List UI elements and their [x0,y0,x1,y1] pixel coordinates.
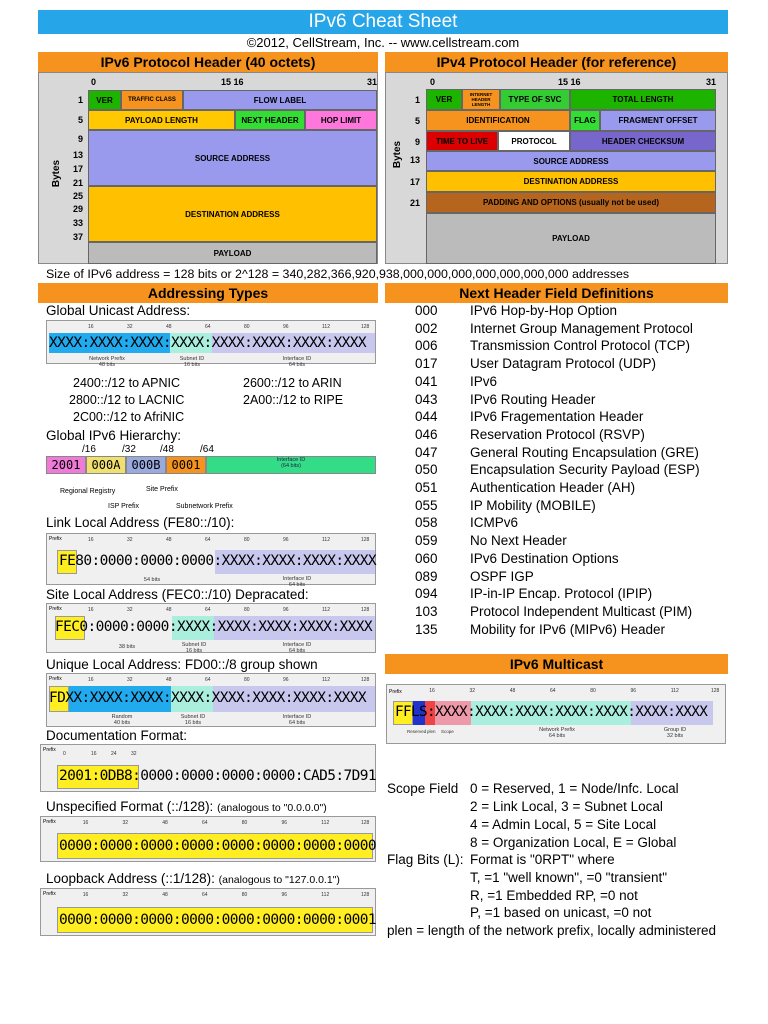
multicast-heading: IPv6 Multicast [385,654,728,674]
next-header-name: No Next Header [470,533,567,549]
bit-tick-label: 112 [322,324,330,330]
bit-tick-label: 64 [205,607,211,613]
bit-tick-label: 80 [241,892,248,898]
unique-local-diagram: Prefix FDXX:XXXX:XXXX:XXXX:XXXX:XXXX:XXXX:XXXX Random 40 bits Subnet ID 16 bits Interface ID 64 bits 16 32 48 64 80 96 112 128 [46,673,376,727]
hierarchy-diagram: /16 /32 /48 /64 2001 000A 000B 0001 Interface ID (64 bits) Regional Registry Site Prefix ISP Prefix Subnetwork Prefix [46,444,376,516]
bit-tick-label: 16 [88,607,94,613]
bit-tick-label: 16 [88,537,94,543]
bit-tick-label: 128 [361,607,370,613]
bit-tick-label: 128 [361,324,370,330]
link-local-diagram: Prefix FE80:0000:0000:0000:XXXX:XXXX:XXXX:XXXX 54 bits Interface ID 64 bits 16 32 48 64 80 96 112 128 [46,533,376,585]
next-header-code: 051 [415,480,438,495]
bit-tick-label: 48 [166,324,172,330]
bit-tick-label: 16 [82,892,89,898]
bit-tick-label: 48 [166,537,172,543]
bit-tick-label: 80 [590,688,596,694]
bit-tick-label: 48 [166,677,172,683]
bit-tick-label: 16 [82,820,89,826]
next-header-code: 041 [415,373,438,389]
unspecified-diagram: Prefix 0000:0000:0000:0000:0000:0000:0000:0000 16 32 48 64 80 96 112 128 [40,816,376,862]
loopback-label: Loopback Address (::1/128): (analogous to "127.0.0.1") [46,871,340,886]
bit-tick-label: 48 [509,688,516,694]
bit-tick-label: 16 [88,677,94,683]
bit-tick-label: 64 [550,688,556,694]
bit-tick-label: 112 [321,820,330,826]
bit-tick-label: 128 [361,820,370,826]
bit-tick-label: 80 [244,677,250,683]
bit-tick-label: 64 [202,892,208,898]
next-header-code: 089 [415,568,438,584]
bit-tick-label: 96 [281,820,288,826]
bit-tick-label: 64 [205,537,211,543]
next-header-name: IPv6 Routing Header [470,391,596,407]
documentation-diagram: Prefix 0 16 24 32 2001:0DB8:0000:0000:0000:0000:CAD5:7D91 [40,744,376,792]
bit-tick-label: 48 [162,820,168,826]
next-header-name: IPv6 Destination Options [470,550,619,566]
next-header-name: Internet Group Management Protocol [470,320,693,336]
next-header-code: 047 [415,444,438,460]
next-header-name: OSPF IGP [470,568,534,584]
bit-tick-label: 64 [205,677,211,683]
bit-tick-label: 32 [122,892,129,898]
next-header-name: IPv6 Hop-by-Hop Option [470,303,618,318]
next-header-name: Encapsulation Security Payload (ESP) [470,462,700,478]
bit-tick-label: 80 [244,537,250,543]
page-title: IPv6 Cheat Sheet [38,10,728,34]
bit-tick-label: 112 [322,677,330,683]
bit-tick-label: 80 [244,324,250,330]
next-header-name: IPv6 [470,373,498,389]
ipv6-header-diagram: 0 15 16 31 Bytes 1 5 9 13 17 21 25 29 33 37 VER TRAFFIC CLASS FLOW LABEL PAYLOAD LENGTH NEXT HEADER HOP LIMIT SOURCE ADDRESS DESTINATION ADDRESS PAYLOAD [38,72,378,264]
next-header-name: IPv6 Fragementation Header [470,409,644,425]
ipv6-header-heading: IPv6 Protocol Header (40 octets) [38,52,378,72]
next-header-code: 044 [415,409,438,425]
next-header-code: 043 [415,391,438,407]
next-header-code: 002 [415,320,438,336]
bit-tick-label: 128 [361,892,370,898]
next-header-code: 058 [415,515,438,531]
bit-tick-label: 32 [127,677,133,683]
bit-tick-label: 128 [361,537,370,543]
ipv4-header-diagram: 0 15 16 31 Bytes 1 5 9 13 17 21 VER INTERNET HEADER LENGTH TYPE OF SVC TOTAL LENGTH IDENTIFICATION FLAG FRAGMENT OFFSET TIME TO LIVE PROTOCOL HEADER CHECKSUM SOURCE ADDRESS DESTINATION ADDRESS PADDING AND OPTIONS (usually not be used) PAYLOAD [385,72,728,264]
bit-tick-label: 64 [202,820,208,826]
next-header-code: 000 [415,303,438,318]
next-header-name: User Datagram Protocol (UDP) [470,356,657,372]
next-header-name: General Routing Encapsulation (GRE) [470,444,699,460]
next-header-name: Transmission Control Protocol (TCP) [470,338,691,354]
bit-tick-label: 32 [122,820,129,826]
bit-tick-label: 96 [630,688,637,694]
multicast-diagram: Prefix FFLS:XXXX:XXXX:XXXX:XXXX:XXXX:XXXX:XXXX Reserved plen Scope Network Prefix 64 bits Group ID 32 bits 16 32 48 64 80 96 112 128 [386,684,726,744]
bit-tick-label: 64 [205,324,211,330]
next-header-code: 050 [415,462,438,478]
address-size: Size of IPv6 address = 128 bits or 2^128 = 340,282,366,920,938,000,000,000,000,000,000,000 addresses [46,267,630,281]
bit-tick-label: 32 [127,537,133,543]
bit-tick-label: 16 [88,324,94,330]
next-header-name: Authentication Header (AH) [470,480,636,495]
next-header-name: Protocol Independent Multicast (PIM) [470,603,693,619]
bit-tick-label: 96 [281,892,288,898]
next-header-name: IP Mobility (MOBILE) [470,497,596,513]
bit-tick-label: 80 [244,607,250,613]
next-header-code: 059 [415,533,438,549]
next-header-code: 135 [415,621,438,637]
bit-tick-label: 32 [469,688,476,694]
unspecified-label: Unspecified Format (::/128): (analogous to "0.0.0.0") [46,799,327,814]
next-header-code: 055 [415,497,438,513]
bit-tick-label: 128 [711,688,720,694]
next-header-heading: Next Header Field Definitions [385,283,728,303]
ipv4-header-heading: IPv4 Protocol Header (for reference) [385,52,728,72]
bit-tick-label: 32 [127,607,133,613]
next-header-name: IP-in-IP Encap. Protocol (IPIP) [470,586,653,602]
bit-tick-label: 96 [283,324,289,330]
bit-tick-label: 48 [166,607,172,613]
bit-tick-label: 80 [241,820,248,826]
gua-diagram: XXXX:XXXX:XXXX:XXXX:XXXX:XXXX:XXXX:XXXX Network Prefix 48 bits Subnet ID 16 bits Interface ID 64 bits 16 32 48 64 80 96 112 128 [46,320,376,364]
next-header-code: 006 [415,338,438,354]
bit-tick-label: 96 [283,537,289,543]
next-header-code: 060 [415,550,438,566]
next-header-name: ICMPv6 [470,515,519,531]
next-header-code: 046 [415,426,438,442]
site-local-diagram: Prefix FEC0:0000:0000:XXXX:XXXX:XXXX:XXXX:XXXX 38 bits Subnet ID 16 bits Interface ID 64 bits 16 32 48 64 80 96 112 128 [46,603,376,653]
bit-tick-label: 112 [321,892,330,898]
bytes-axis-label: Bytes [51,159,63,188]
bit-tick-label: 32 [127,324,133,330]
bit-tick-label: 112 [322,607,330,613]
addressing-heading: Addressing Types [38,283,378,303]
next-header-code: 017 [415,356,438,372]
copyright: ©2012, CellStream, Inc. -- www.cellstream.com [246,35,520,50]
next-header-code: 103 [415,603,438,619]
bit-tick-label: 112 [670,688,679,694]
bit-tick-label: 96 [283,677,289,683]
bit-tick-label: 16 [429,688,435,694]
next-header-name: Mobility for IPv6 (MIPv6) Header [470,621,666,637]
bit-tick-label: 48 [162,892,168,898]
bit-tick-label: 128 [361,677,370,683]
loopback-diagram: Prefix 0000:0000:0000:0000:0000:0000:0000:0001 16 32 48 64 80 96 112 128 [40,888,376,936]
bit-tick-label: 96 [283,607,289,613]
bit-tick-label: 112 [322,537,330,543]
next-header-code: 094 [415,586,438,602]
next-header-name: Reservation Protocol (RSVP) [470,426,645,442]
